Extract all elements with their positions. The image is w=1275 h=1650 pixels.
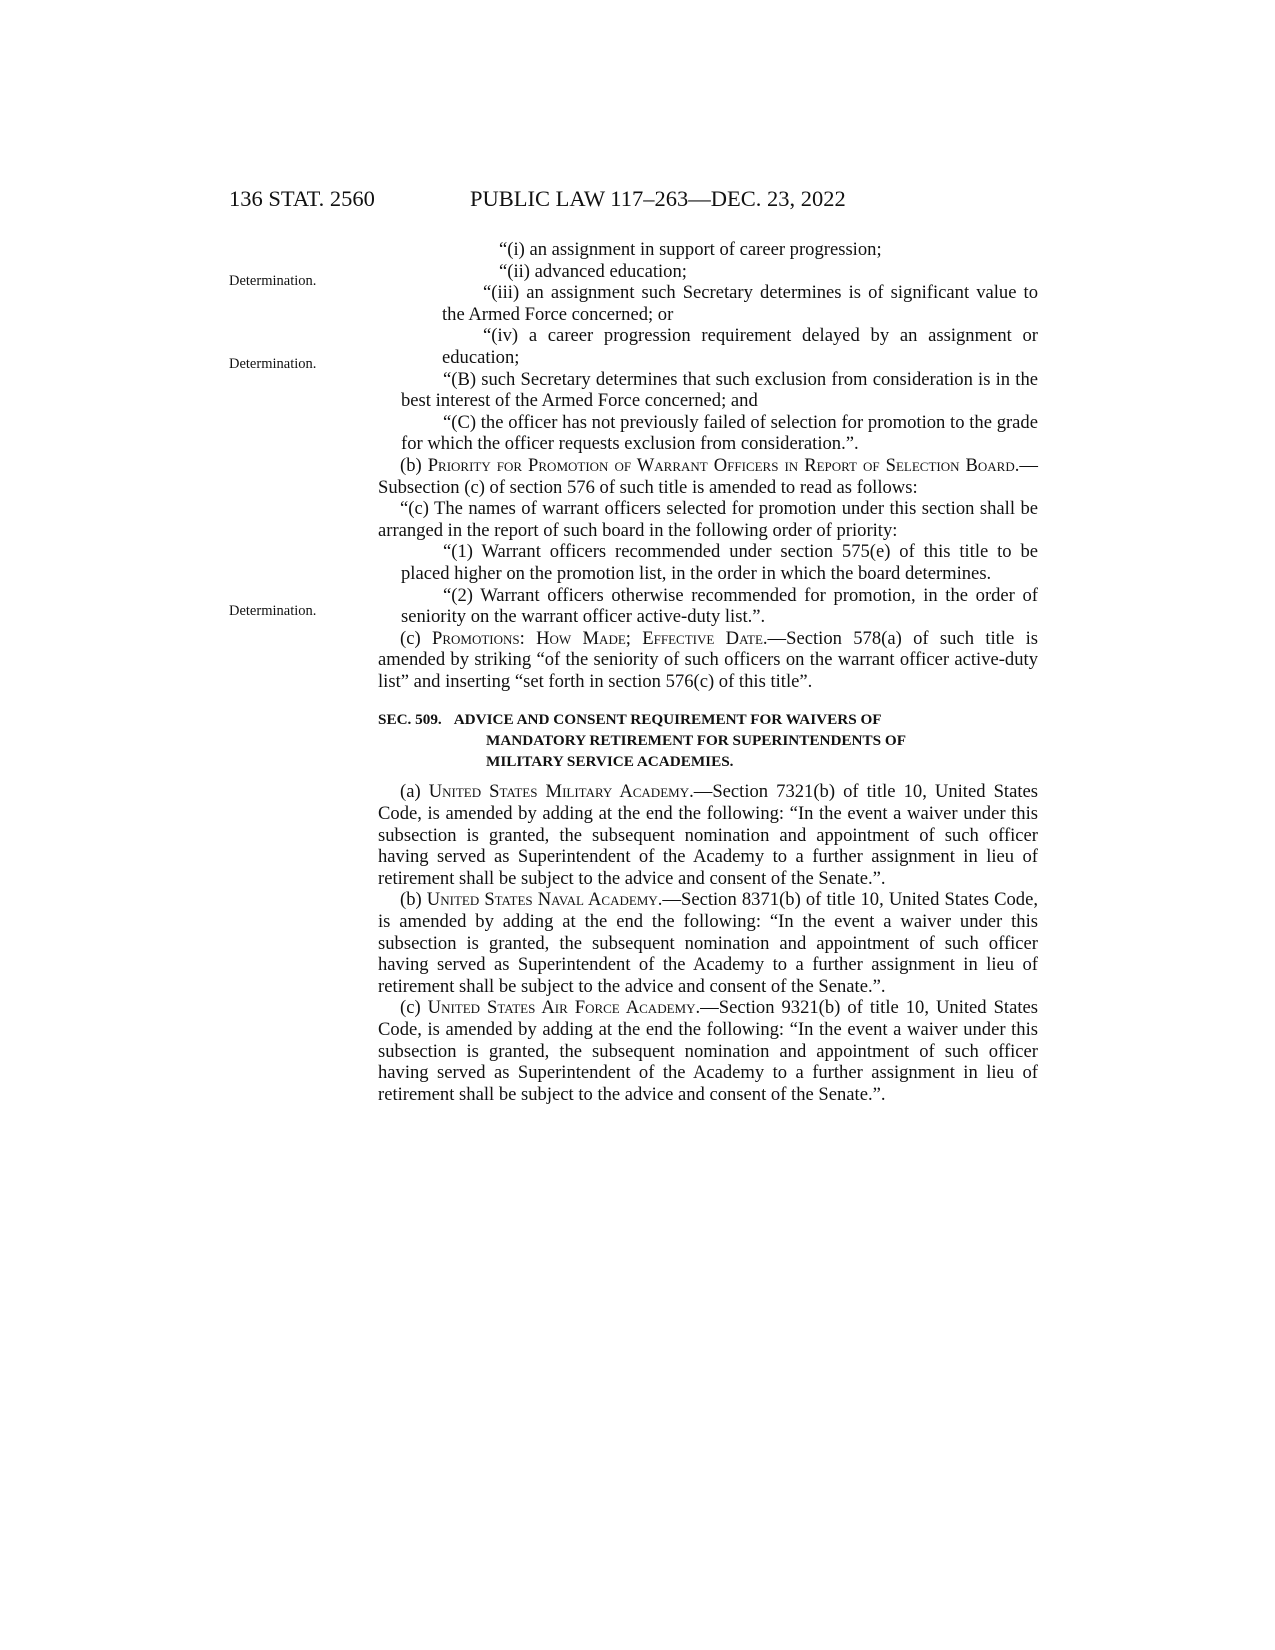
- subsection-label: (c): [400, 627, 432, 649]
- quoted-paragraph-2: “(2) Warrant officers otherwise recommended for promotion, in the order of seniority on the warrant officer active-duty list.”.: [401, 584, 1038, 628]
- subsection-heading: United States Military Academy: [428, 781, 690, 803]
- clause-ii: “(ii) advanced education;: [499, 260, 687, 282]
- clause-iii: “(iii) an assignment such Secretary determines is of significant value to the Armed Force concerned; or: [442, 282, 1038, 325]
- section-title-line: MILITARY SERVICE ACADEMIES.: [486, 753, 734, 771]
- subsection-text: .—Section 578(a) of such title is amended by striking “of the seniority of such officers on the warrant officer active-duty list” and inserting “set forth in section 576(c) of this title”.: [378, 627, 1039, 692]
- section-title-line: ADVICE AND CONSENT REQUIREMENT FOR WAIVERS OF: [453, 711, 882, 729]
- subsection-label: (a): [400, 781, 429, 803]
- section-title-line: MANDATORY RETIREMENT FOR SUPERINTENDENTS OF: [486, 732, 906, 750]
- margin-note-determination: Determination.: [229, 603, 317, 619]
- stat-citation: 136 STAT. 2560: [229, 186, 375, 211]
- quoted-subsection-c: “(c) The names of warrant officers selected for promotion under this section shall be arranged in the report of such board in the following order of priority:: [378, 498, 1038, 541]
- subsection-text: .—Subsection (c) of section 576 of such title is amended to read as follows:: [378, 454, 1038, 498]
- subsection-b-naval-academy: [378, 889, 1038, 997]
- subsection-label: (c): [400, 997, 428, 1019]
- subsection-label: (b): [400, 454, 428, 476]
- clause-iv: “(iv) a career progression requirement delayed by an assignment or education;: [442, 325, 1038, 368]
- subsection-text: .—Section 9321(b) of title 10, United States Code, is amended by adding at the end the following: “In the event a waiver under this subsection is granted, the subsequent nomination and appointment of such officer having served as Superintendent of the Academy to a further assignment in lieu of retirement shall be subject to the advice and consent of the Senate.”.: [378, 997, 1038, 1105]
- subsection-a-military-academy: [378, 781, 1038, 889]
- law-title: PUBLIC LAW 117–263—DEC. 23, 2022: [470, 186, 846, 211]
- body-text: [378, 239, 1038, 1105]
- subsection-heading: Priority for Promotion of Warrant Officers in Report of Selection Board: [427, 454, 1015, 476]
- subsection-label: (b): [400, 889, 427, 911]
- subsection-c-air-force-academy: [378, 997, 1038, 1105]
- subsection-b: [378, 455, 1038, 498]
- page-header: [0, 186, 1275, 218]
- subsection-text: .—Section 8371(b) of title 10, United States Code, is amended by adding at the end the following: “In the event a waiver under this subsection is granted, the subsequent nomination and appointment of such officer having served as Superintendent of the Academy to a further assignment in lieu of retirement shall be subject to the advice and consent of the Senate.”.: [378, 889, 1038, 997]
- subparagraph-B: “(B) such Secretary determines that such exclusion from consideration is in the best interest of the Armed Force concerned; and: [401, 368, 1038, 412]
- margin-note-determination: Determination.: [229, 356, 317, 372]
- quoted-paragraph-1: “(1) Warrant officers recommended under section 575(e) of this title to be placed higher on the promotion list, in the order in which the board determines.: [401, 541, 1038, 584]
- subsection-heading: Promotions: How Made; Effective Date: [431, 627, 763, 649]
- margin-note-determination: Determination.: [229, 273, 317, 289]
- subsection-text: .—Section 7321(b) of title 10, United States Code, is amended by adding at the end the following: “In the event a waiver under this subsection is granted, the subsequent nomination and appointment of such officer having served as Superintendent of the Academy to a further assignment in lieu of retirement shall be subject to the advice and consent of the Senate.”.: [378, 781, 1038, 889]
- section-heading: [378, 709, 1038, 772]
- subsection-heading: United States Naval Academy: [426, 889, 658, 911]
- section-number: SEC. 509.: [378, 711, 442, 729]
- subparagraph-C: “(C) the officer has not previously failed of selection for promotion to the grade for which the officer requests exclusion from consideration.”.: [401, 411, 1038, 455]
- subsection-c: [378, 628, 1038, 693]
- subsection-heading: United States Air Force Academy: [427, 997, 696, 1019]
- clause-i: “(i) an assignment in support of career progression;: [499, 239, 882, 260]
